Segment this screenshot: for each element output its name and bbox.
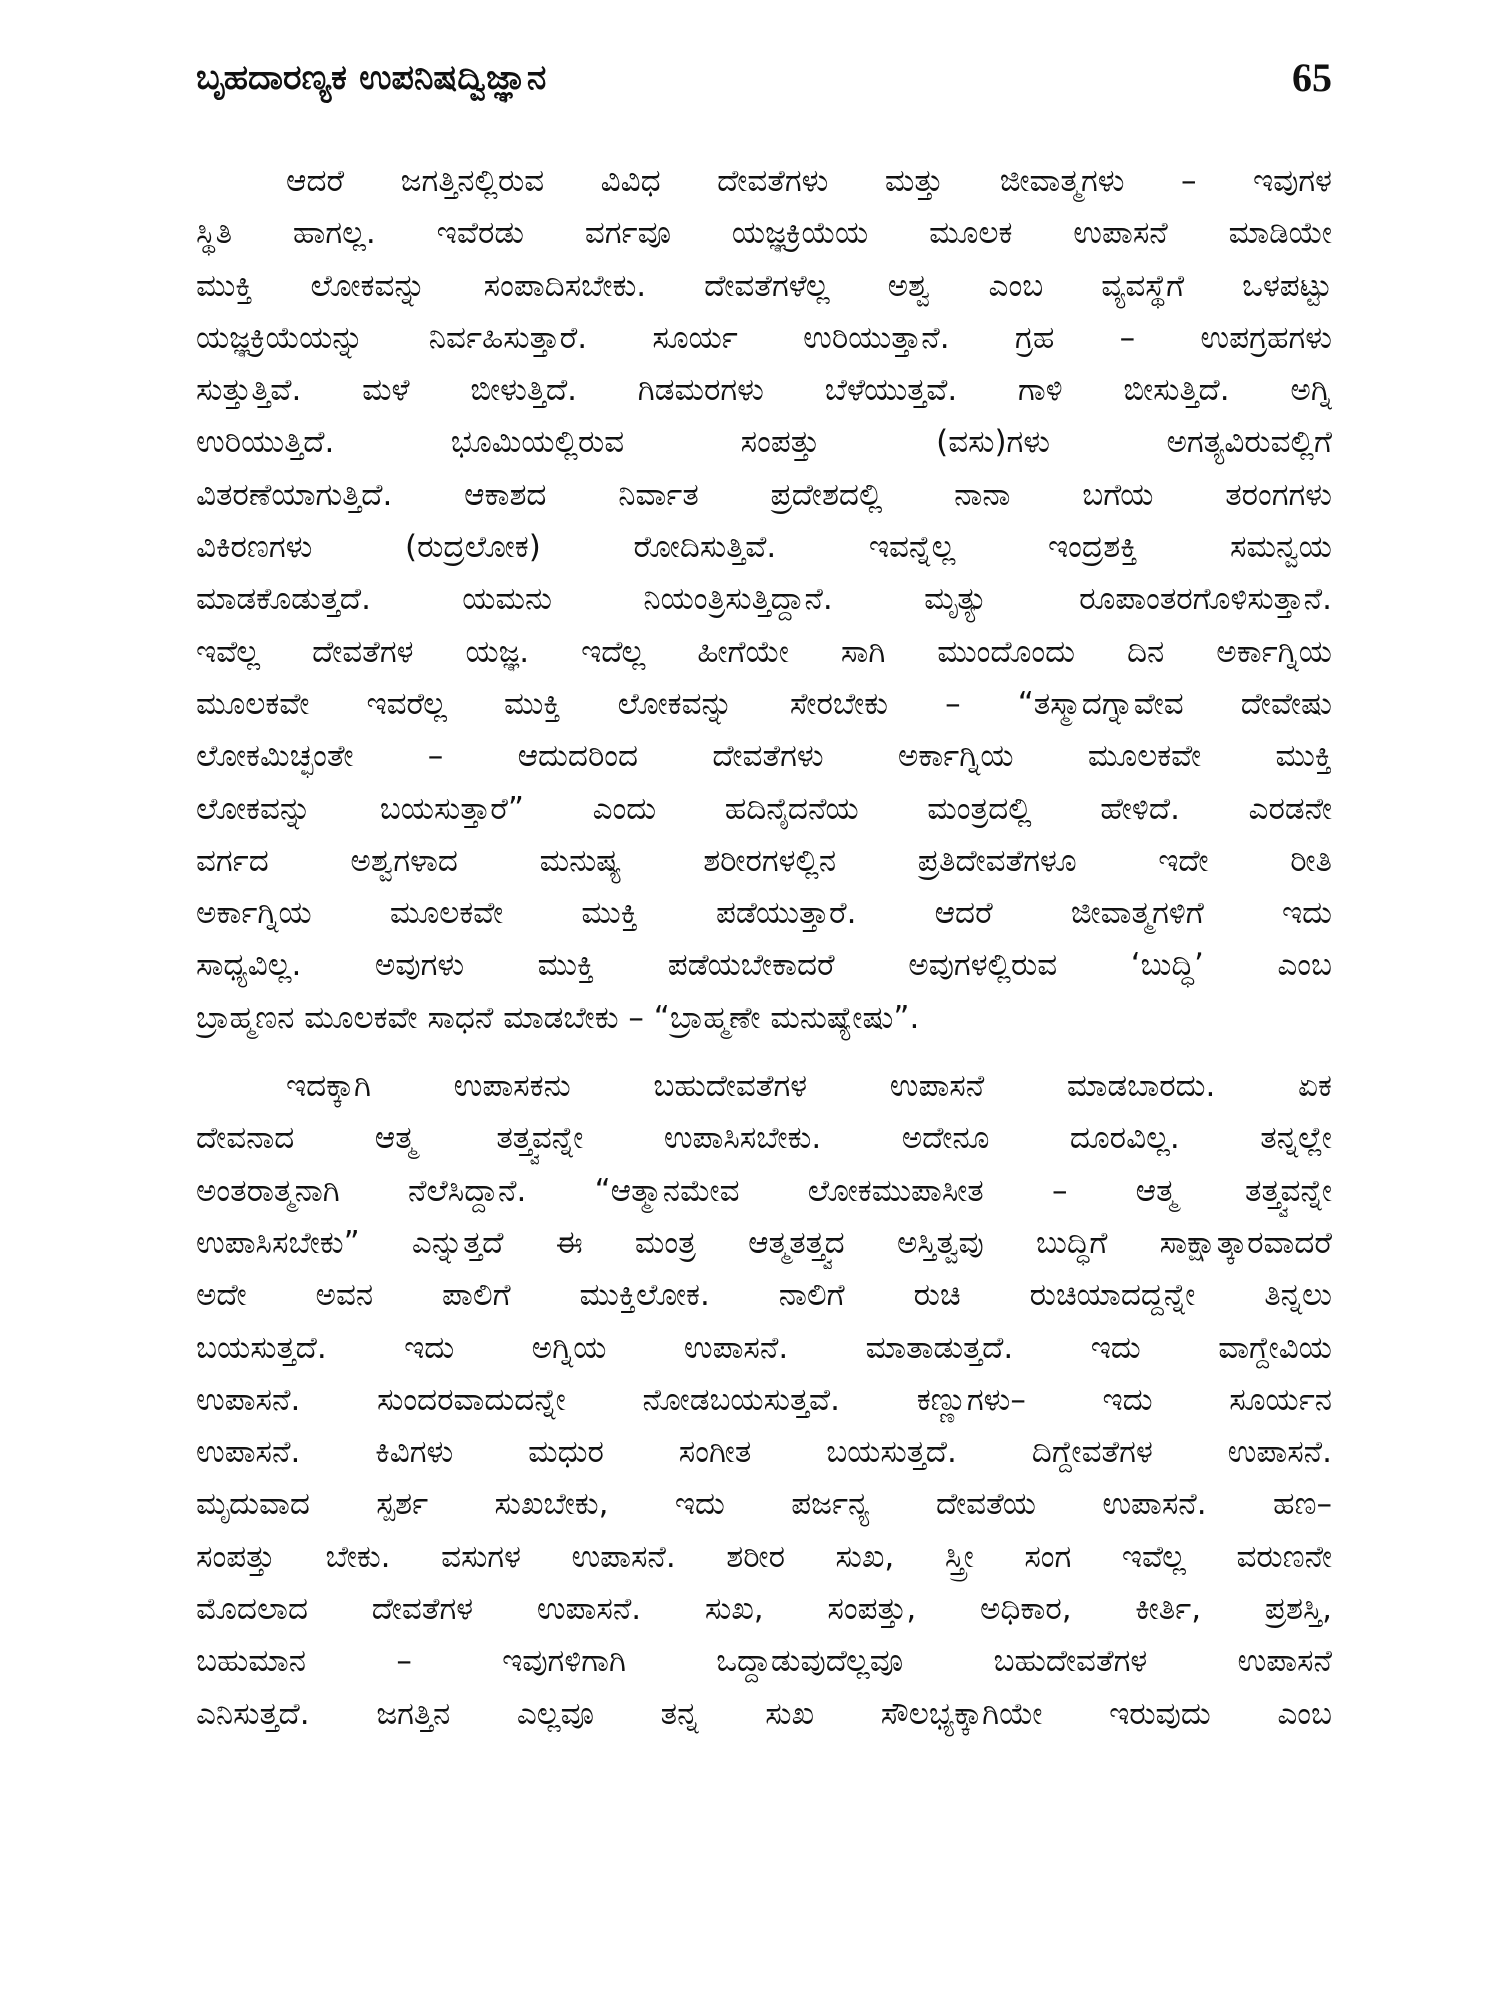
- text-line: ಬಯಸುತ್ತದೆ. ಇದು ಅಗ್ನಿಯ ಉಪಾಸನೆ. ಮಾತಾಡುತ್ತದೆ. ಇದು ವಾಗ್ದೇವಿಯ: [196, 1329, 1332, 1366]
- text-line: ಉಪಾಸನೆ. ಸುಂದರವಾದುದನ್ನೇ ನೋಡಬಯಸುತ್ತವೆ. ಕಣ್ಣುಗಳು– ಇದು ಸೂರ್ಯನ: [196, 1381, 1332, 1418]
- text-line: ಬಹುಮಾನ – ಇವುಗಳಿಗಾಗಿ ಒದ್ದಾಡುವುದೆಲ್ಲವೂ ಬಹುದೇವತೆಗಳ ಉಪಾಸನೆ: [196, 1643, 1332, 1680]
- paragraph: [196, 155, 1332, 1044]
- text-line: ಉಪಾಸನೆ. ಕಿವಿಗಳು ಮಧುರ ಸಂಗೀತ ಬಯಸುತ್ತದೆ. ದಿಗ್ದೇವತೆಗಳ ಉಪಾಸನೆ.: [196, 1434, 1332, 1471]
- text-line: ಉಪಾಸಿಸಬೇಕು” ಎನ್ನುತ್ತದೆ ಈ ಮಂತ್ರ ಆತ್ಮತತ್ತ್ವದ ಅಸ್ತಿತ್ವವು ಬುದ್ಧಿಗೆ ಸಾಕ್ಷಾತ್ಕಾರವಾದರೆ: [196, 1224, 1332, 1261]
- page-header: [196, 48, 1332, 108]
- text-line: ಯಜ್ಞಕ್ರಿಯೆಯನ್ನು ನಿರ್ವಹಿಸುತ್ತಾರೆ. ಸೂರ್ಯ ಉರಿಯುತ್ತಾನೆ. ಗ್ರಹ – ಉಪಗ್ರಹಗಳು: [196, 319, 1332, 356]
- text-line: ಮಾಡಕೊಡುತ್ತದೆ. ಯಮನು ನಿಯಂತ್ರಿಸುತ್ತಿದ್ದಾನೆ. ಮೃತ್ಯು ರೂಪಾಂತರಗೊಳಿಸುತ್ತಾನೆ.: [196, 581, 1332, 618]
- text-line: ಮೃದುವಾದ ಸ್ಪರ್ಶ ಸುಖಬೇಕು, ಇದು ಪರ್ಜನ್ಯ ದೇವತೆಯ ಉಪಾಸನೆ. ಹಣ–: [196, 1486, 1332, 1523]
- text-line: ಅದೇ ಅವನ ಪಾಲಿಗೆ ಮುಕ್ತಿಲೋಕ. ನಾಲಿಗೆ ರುಚಿ ರುಚಿಯಾದದ್ದನ್ನೇ ತಿನ್ನಲು: [196, 1277, 1332, 1314]
- text-line: ಮೂಲಕವೇ ಇವರೆಲ್ಲ ಮುಕ್ತಿ ಲೋಕವನ್ನು ಸೇರಬೇಕು – “ತಸ್ಮಾದಗ್ನಾವೇವ ದೇವೇಷು: [196, 685, 1332, 722]
- text-line: ಉರಿಯುತ್ತಿದೆ. ಭೂಮಿಯಲ್ಲಿರುವ ಸಂಪತ್ತು (ವಸು)ಗಳು ಅಗತ್ಯವಿರುವಲ್ಲಿಗೆ: [196, 424, 1332, 461]
- text-line: ವರ್ಗದ ಅಶ್ವಗಳಾದ ಮನುಷ್ಯ ಶರೀರಗಳಲ್ಲಿನ ಪ್ರತಿದೇವತೆಗಳೂ ಇದೇ ರೀತಿ: [196, 842, 1332, 879]
- text-line: ಸುತ್ತುತ್ತಿವೆ. ಮಳೆ ಬೀಳುತ್ತಿದೆ. ಗಿಡಮರಗಳು ಬೆಳೆಯುತ್ತವೆ. ಗಾಳಿ ಬೀಸುತ್ತಿದೆ. ಅಗ್ನಿ: [196, 372, 1332, 409]
- text-line: ಮುಕ್ತಿ ಲೋಕವನ್ನು ಸಂಪಾದಿಸಬೇಕು. ದೇವತೆಗಳೆಲ್ಲ ಅಶ್ವ ಎಂಬ ವ್ಯವಸ್ಥೆಗೆ ಒಳಪಟ್ಟು: [196, 267, 1332, 304]
- text-line: ವಿಕಿರಣಗಳು (ರುದ್ರಲೋಕ) ರೋದಿಸುತ್ತಿವೆ. ಇವನ್ನೆಲ್ಲ ಇಂದ್ರಶಕ್ತಿ ಸಮನ್ವಯ: [196, 529, 1332, 566]
- text-line: ಇವೆಲ್ಲ ದೇವತೆಗಳ ಯಜ್ಞ. ಇದೆಲ್ಲ ಹೀಗೆಯೇ ಸಾಗಿ ಮುಂದೊಂದು ದಿನ ಅರ್ಕಾಗ್ನಿಯ: [196, 633, 1332, 670]
- text-line: ಮೊದಲಾದ ದೇವತೆಗಳ ಉಪಾಸನೆ. ಸುಖ, ಸಂಪತ್ತು, ಅಧಿಕಾರ, ಕೀರ್ತಿ, ಪ್ರಶಸ್ತಿ,: [196, 1591, 1332, 1628]
- text-line: ಆದರೆ ಜಗತ್ತಿನಲ್ಲಿರುವ ವಿವಿಧ ದೇವತೆಗಳು ಮತ್ತು ಜೀವಾತ್ಮಗಳು – ಇವುಗಳ: [286, 163, 1332, 199]
- paragraph: [196, 1060, 1332, 1740]
- text-line: ಸಾಧ್ಯವಿಲ್ಲ. ಅವುಗಳು ಮುಕ್ತಿ ಪಡೆಯಬೇಕಾದರೆ ಅವುಗಳಲ್ಲಿರುವ ‘ಬುದ್ಧಿ’ ಎಂಬ: [196, 947, 1332, 984]
- text-line: ವಿತರಣೆಯಾಗುತ್ತಿದೆ. ಆಕಾಶದ ನಿರ್ವಾತ ಪ್ರದೇಶದಲ್ಲಿ ನಾನಾ ಬಗೆಯ ತರಂಗಗಳು: [196, 476, 1332, 513]
- text-line: ಎನಿಸುತ್ತದೆ. ಜಗತ್ತಿನ ಎಲ್ಲವೂ ತನ್ನ ಸುಖ ಸೌಲಭ್ಯಕ್ಕಾಗಿಯೇ ಇರುವುದು ಎಂಬ: [196, 1695, 1332, 1732]
- text-line: ದೇವನಾದ ಆತ್ಮ ತತ್ತ್ವವನ್ನೇ ಉಪಾಸಿಸಬೇಕು. ಅದೇನೂ ದೂರವಿಲ್ಲ. ತನ್ನಲ್ಲೇ: [196, 1120, 1332, 1157]
- text-line: ಸಂಪತ್ತು ಬೇಕು. ವಸುಗಳ ಉಪಾಸನೆ. ಶರೀರ ಸುಖ, ಸ್ತ್ರೀ ಸಂಗ ಇವೆಲ್ಲ ವರುಣನೇ: [196, 1538, 1332, 1575]
- page-number: 65: [1292, 55, 1332, 100]
- text-line: ಸ್ಥಿತಿ ಹಾಗಲ್ಲ. ಇವೆರಡು ವರ್ಗವೂ ಯಜ್ಞಕ್ರಿಯೆಯ ಮೂಲಕ ಉಪಾಸನೆ ಮಾಡಿಯೇ: [196, 215, 1332, 252]
- text-line: ಲೋಕವನ್ನು ಬಯಸುತ್ತಾರೆ” ಎಂದು ಹದಿನೈದನೆಯ ಮಂತ್ರದಲ್ಲಿ ಹೇಳಿದೆ. ಎರಡನೇ: [196, 790, 1332, 827]
- text-line: ಅರ್ಕಾಗ್ನಿಯ ಮೂಲಕವೇ ಮುಕ್ತಿ ಪಡೆಯುತ್ತಾರೆ. ಆದರೆ ಜೀವಾತ್ಮಗಳಿಗೆ ಇದು: [196, 895, 1332, 932]
- running-title: ಬೃಹದಾರಣ್ಯಕ ಉಪನಿಷದ್ವಿಜ್ಞಾನ: [196, 58, 547, 98]
- body-text: [196, 155, 1332, 1740]
- text-line: ಇದಕ್ಕಾಗಿ ಉಪಾಸಕನು ಬಹುದೇವತೆಗಳ ಉಪಾಸನೆ ಮಾಡಬಾರದು. ಏಕ: [286, 1068, 1332, 1105]
- text-line: ಲೋಕಮಿಚ್ಛಂತೇ – ಆದುದರಿಂದ ದೇವತೆಗಳು ಅರ್ಕಾಗ್ನಿಯ ಮೂಲಕವೇ ಮುಕ್ತಿ: [196, 738, 1332, 775]
- text-line: ಬ್ರಾಹ್ಮಣನ ಮೂಲಕವೇ ಸಾಧನೆ ಮಾಡಬೇಕು – “ಬ್ರಾಹ್ಮಣೇ ಮನುಷ್ಯೇಷು”.: [196, 999, 920, 1036]
- text-line: ಅಂತರಾತ್ಮನಾಗಿ ನೆಲೆಸಿದ್ದಾನೆ. “ಆತ್ಮಾನಮೇವ ಲೋಕಮುಪಾಸೀತ – ಆತ್ಮ ತತ್ತ್ವವನ್ನೇ: [196, 1172, 1332, 1209]
